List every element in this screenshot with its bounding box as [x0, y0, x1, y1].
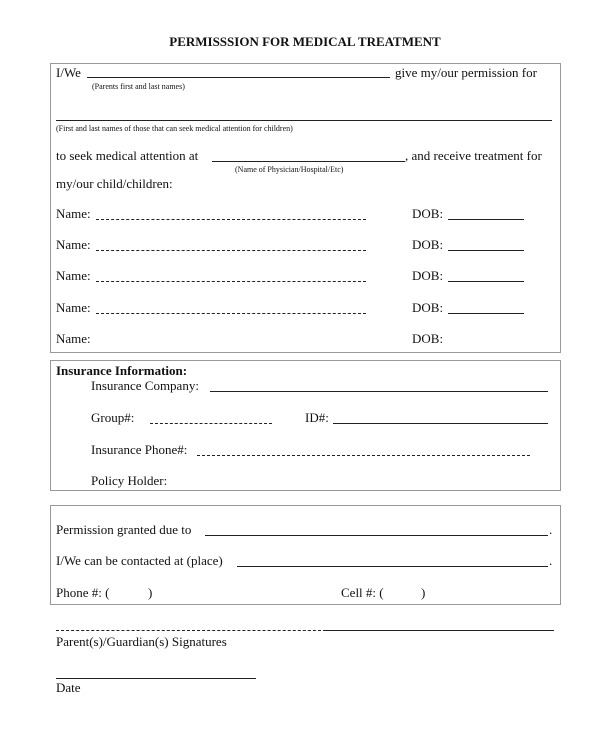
dob-field[interactable] — [448, 313, 524, 314]
period: . — [549, 522, 553, 537]
seek-attention-text: to seek medical attention at — [56, 148, 199, 163]
cell-close-paren: ) — [421, 585, 426, 600]
contacted-at-field[interactable] — [237, 566, 548, 567]
id-label: ID#: — [305, 410, 329, 425]
parents-caption: (Parents first and last names) — [92, 82, 185, 91]
page-title: PERMISSSION FOR MEDICAL TREATMENT — [169, 34, 441, 49]
date-label: Date — [56, 680, 81, 695]
child-name-field[interactable] — [96, 313, 366, 314]
dob-label: DOB: — [412, 206, 444, 221]
child-name-field[interactable] — [96, 281, 366, 282]
give-permission-text: give my/our permission for — [395, 65, 537, 80]
dob-label: DOB: — [412, 268, 444, 283]
signature-field[interactable] — [56, 630, 326, 631]
permission-due-field[interactable] — [205, 535, 548, 536]
dob-field[interactable] — [448, 219, 524, 220]
insurance-phone-field[interactable] — [197, 455, 530, 456]
child-name-label: Name: — [56, 237, 91, 252]
seekers-name-field[interactable] — [56, 120, 552, 121]
seekers-caption: (First and last names of those that can seek medical attention for children) — [56, 124, 293, 133]
dob-label: DOB: — [412, 300, 444, 315]
date-field[interactable] — [56, 678, 256, 679]
group-label: Group#: — [91, 410, 135, 425]
child-name-label: Name: — [56, 268, 91, 283]
child-name-field[interactable] — [96, 250, 366, 251]
physician-field[interactable] — [212, 161, 405, 162]
dob-field[interactable] — [448, 250, 524, 251]
cell-label: Cell #: ( — [341, 585, 384, 600]
phone-label: Phone #: ( — [56, 585, 110, 600]
period: . — [549, 553, 553, 568]
signature-field-continued[interactable] — [326, 630, 554, 631]
policy-holder-label: Policy Holder: — [91, 473, 168, 488]
insurance-phone-label: Insurance Phone#: — [91, 442, 188, 457]
parents-name-field[interactable] — [87, 77, 390, 78]
child-name-label: Name: — [56, 300, 91, 315]
insurance-company-label: Insurance Company: — [91, 378, 199, 393]
child-name-label: Name: — [56, 206, 91, 221]
children-label: my/our child/children: — [56, 176, 173, 191]
id-field[interactable] — [333, 423, 548, 424]
permission-section — [50, 63, 561, 353]
child-name-label: Name: — [56, 331, 91, 346]
signatures-label: Parent(s)/Guardian(s) Signatures — [56, 634, 227, 649]
dob-label: DOB: — [412, 331, 444, 346]
group-field[interactable] — [150, 423, 272, 424]
insurance-heading: Insurance Information: — [56, 363, 188, 378]
insurance-company-field[interactable] — [210, 391, 548, 392]
contacted-at-label: I/We can be contacted at (place) — [56, 553, 223, 568]
physician-caption: (Name of Physician/Hospital/Etc) — [235, 165, 344, 174]
dob-field[interactable] — [448, 281, 524, 282]
iwe-label: I/We — [56, 65, 81, 80]
receive-treatment-text: , and receive treatment for — [405, 148, 542, 163]
child-name-field[interactable] — [96, 219, 366, 220]
phone-close-paren: ) — [148, 585, 153, 600]
dob-label: DOB: — [412, 237, 444, 252]
permission-due-label: Permission granted due to — [56, 522, 192, 537]
